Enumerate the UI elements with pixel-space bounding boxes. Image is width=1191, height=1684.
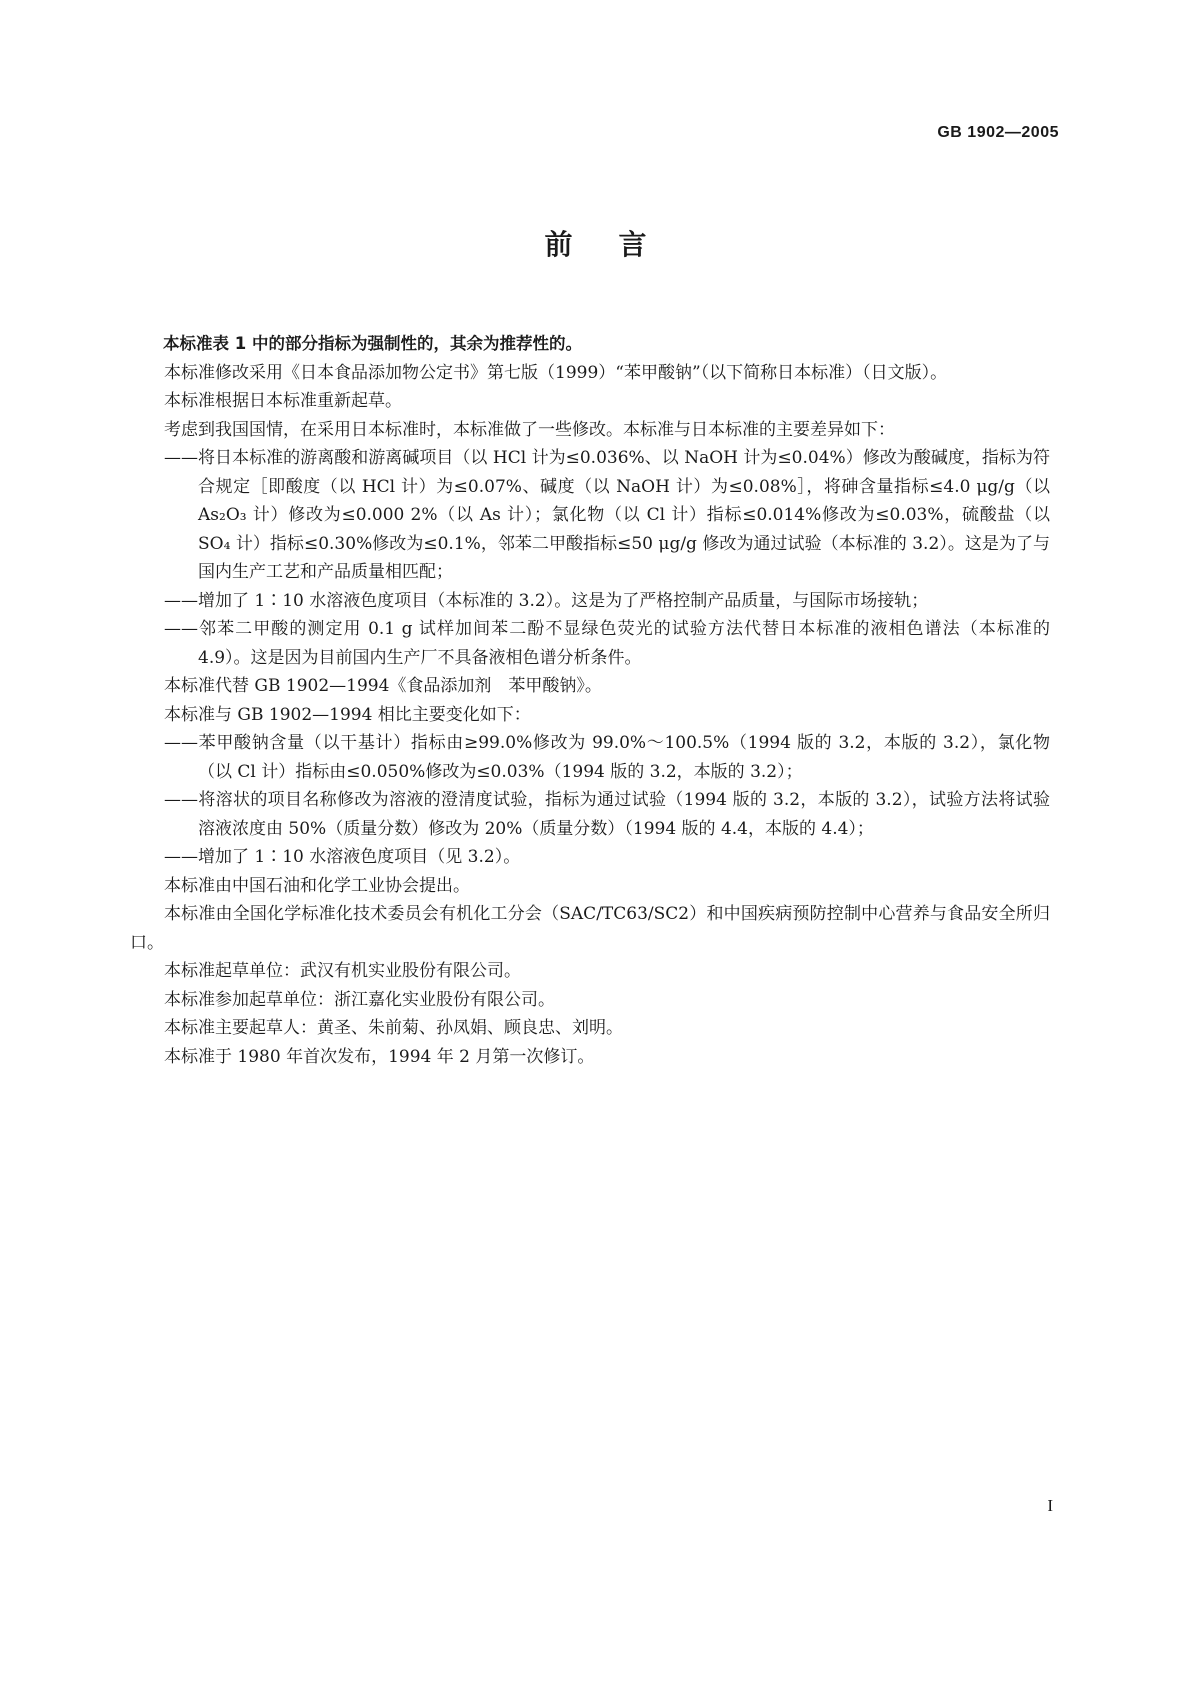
changes-intro: 本标准与 GB 1902—1994 相比主要变化如下：: [164, 704, 531, 725]
preface-content: [130, 330, 1050, 1071]
page-title: 前言: [544, 228, 693, 261]
adoption-paragraph: 本标准修改采用《日本食品添加物公定书》第七版（1999）“苯甲酸钠”（以下简称日本标准）（日文版）。: [164, 362, 948, 383]
history-paragraph: 本标准于 1980 年首次发布，1994 年 2 月第一次修订。: [164, 1046, 595, 1067]
difference-item: ——增加了 1∶10 水溶液色度项目（本标准的 3.2）。这是为了严格控制产品质量，与国际市场接轨；: [164, 590, 929, 611]
management-paragraph: 本标准由全国化学标准化技术委员会有机化工分会（SAC/TC63/SC2）和中国疾病预防控制中心营养与食品安全所归口。: [130, 904, 1050, 953]
differences-intro: 考虑到我国国情，在采用日本标准时，本标准做了一些修改。本标准与日本标准的主要差异如下：: [164, 419, 895, 440]
drafting-unit-paragraph: 本标准起草单位：武汉有机实业股份有限公司。: [164, 961, 521, 981]
difference-item: ——邻苯二甲酸的测定用 0.1 g 试样加间苯二酚不显绿色荧光的试验方法代替日本标准的液相色谱法（本标准的 4.9）。这是因为目前国内生产厂不具备液相色谱分析条件。: [164, 619, 1050, 668]
standard-code: GB 1902—2005: [937, 124, 1059, 141]
change-item: ——苯甲酸钠含量（以干基计）指标由≥99.0%修改为 99.0%～100.5%（1994 版的 3.2，本版的 3.2），氯化物（以 Cl 计）指标由≤0.050%修改为≤0.03%（1994 版的 3.2，本版的 3.2）；: [164, 733, 1050, 782]
page-number: I: [1047, 1496, 1053, 1515]
proposer-paragraph: 本标准由中国石油和化学工业协会提出。: [164, 875, 470, 896]
change-item: ——将溶状的项目名称修改为溶液的澄清度试验，指标为通过试验（1994 版的 3.2，本版的 3.2），试验方法将试验溶液浓度由 50%（质量分数）修改为 20%（质量分数）（1994 版的 4.4，本版的 4.4）；: [164, 790, 1050, 839]
mandatory-statement: 本标准表 1 中的部分指标为强制性的，其余为推荐性的。: [163, 334, 582, 353]
drafters-paragraph: 本标准主要起草人：黄圣、朱前菊、孙凤娟、顾良忠、刘明。: [164, 1018, 623, 1038]
difference-item: ——将日本标准的游离酸和游离碱项目（以 HCl 计为≤0.036%、以 NaOH 计为≤0.04%）修改为酸碱度，指标为符合规定［即酸度（以 HCl 计）为≤0.07%、碱度（以 NaOH 计）为≤0.08%］，将砷含量指标≤4.0 μg/g（以 As₂O₃ 计）修改为≤0.000 2%（以 As 计）；氯化物（以 Cl 计）指标≤0.014%修改为≤0.03%，硫酸盐（以 SO₄ 计）指标≤0.30%修改为≤0.1%，邻苯二甲酸指标≤50 μg/g 修改为通过试验（本标准的 3.2）。这是为了与国内生产工艺和产品质量相匹配；: [164, 448, 1050, 582]
replacement-paragraph: 本标准代替 GB 1902—1994《食品添加剂 苯甲酸钠》。: [164, 676, 602, 696]
change-item: ——增加了 1∶10 水溶液色度项目（见 3.2）。: [164, 847, 521, 867]
participating-unit-paragraph: 本标准参加起草单位：浙江嘉化实业股份有限公司。: [164, 989, 555, 1010]
redrafting-paragraph: 本标准根据日本标准重新起草。: [164, 391, 402, 411]
